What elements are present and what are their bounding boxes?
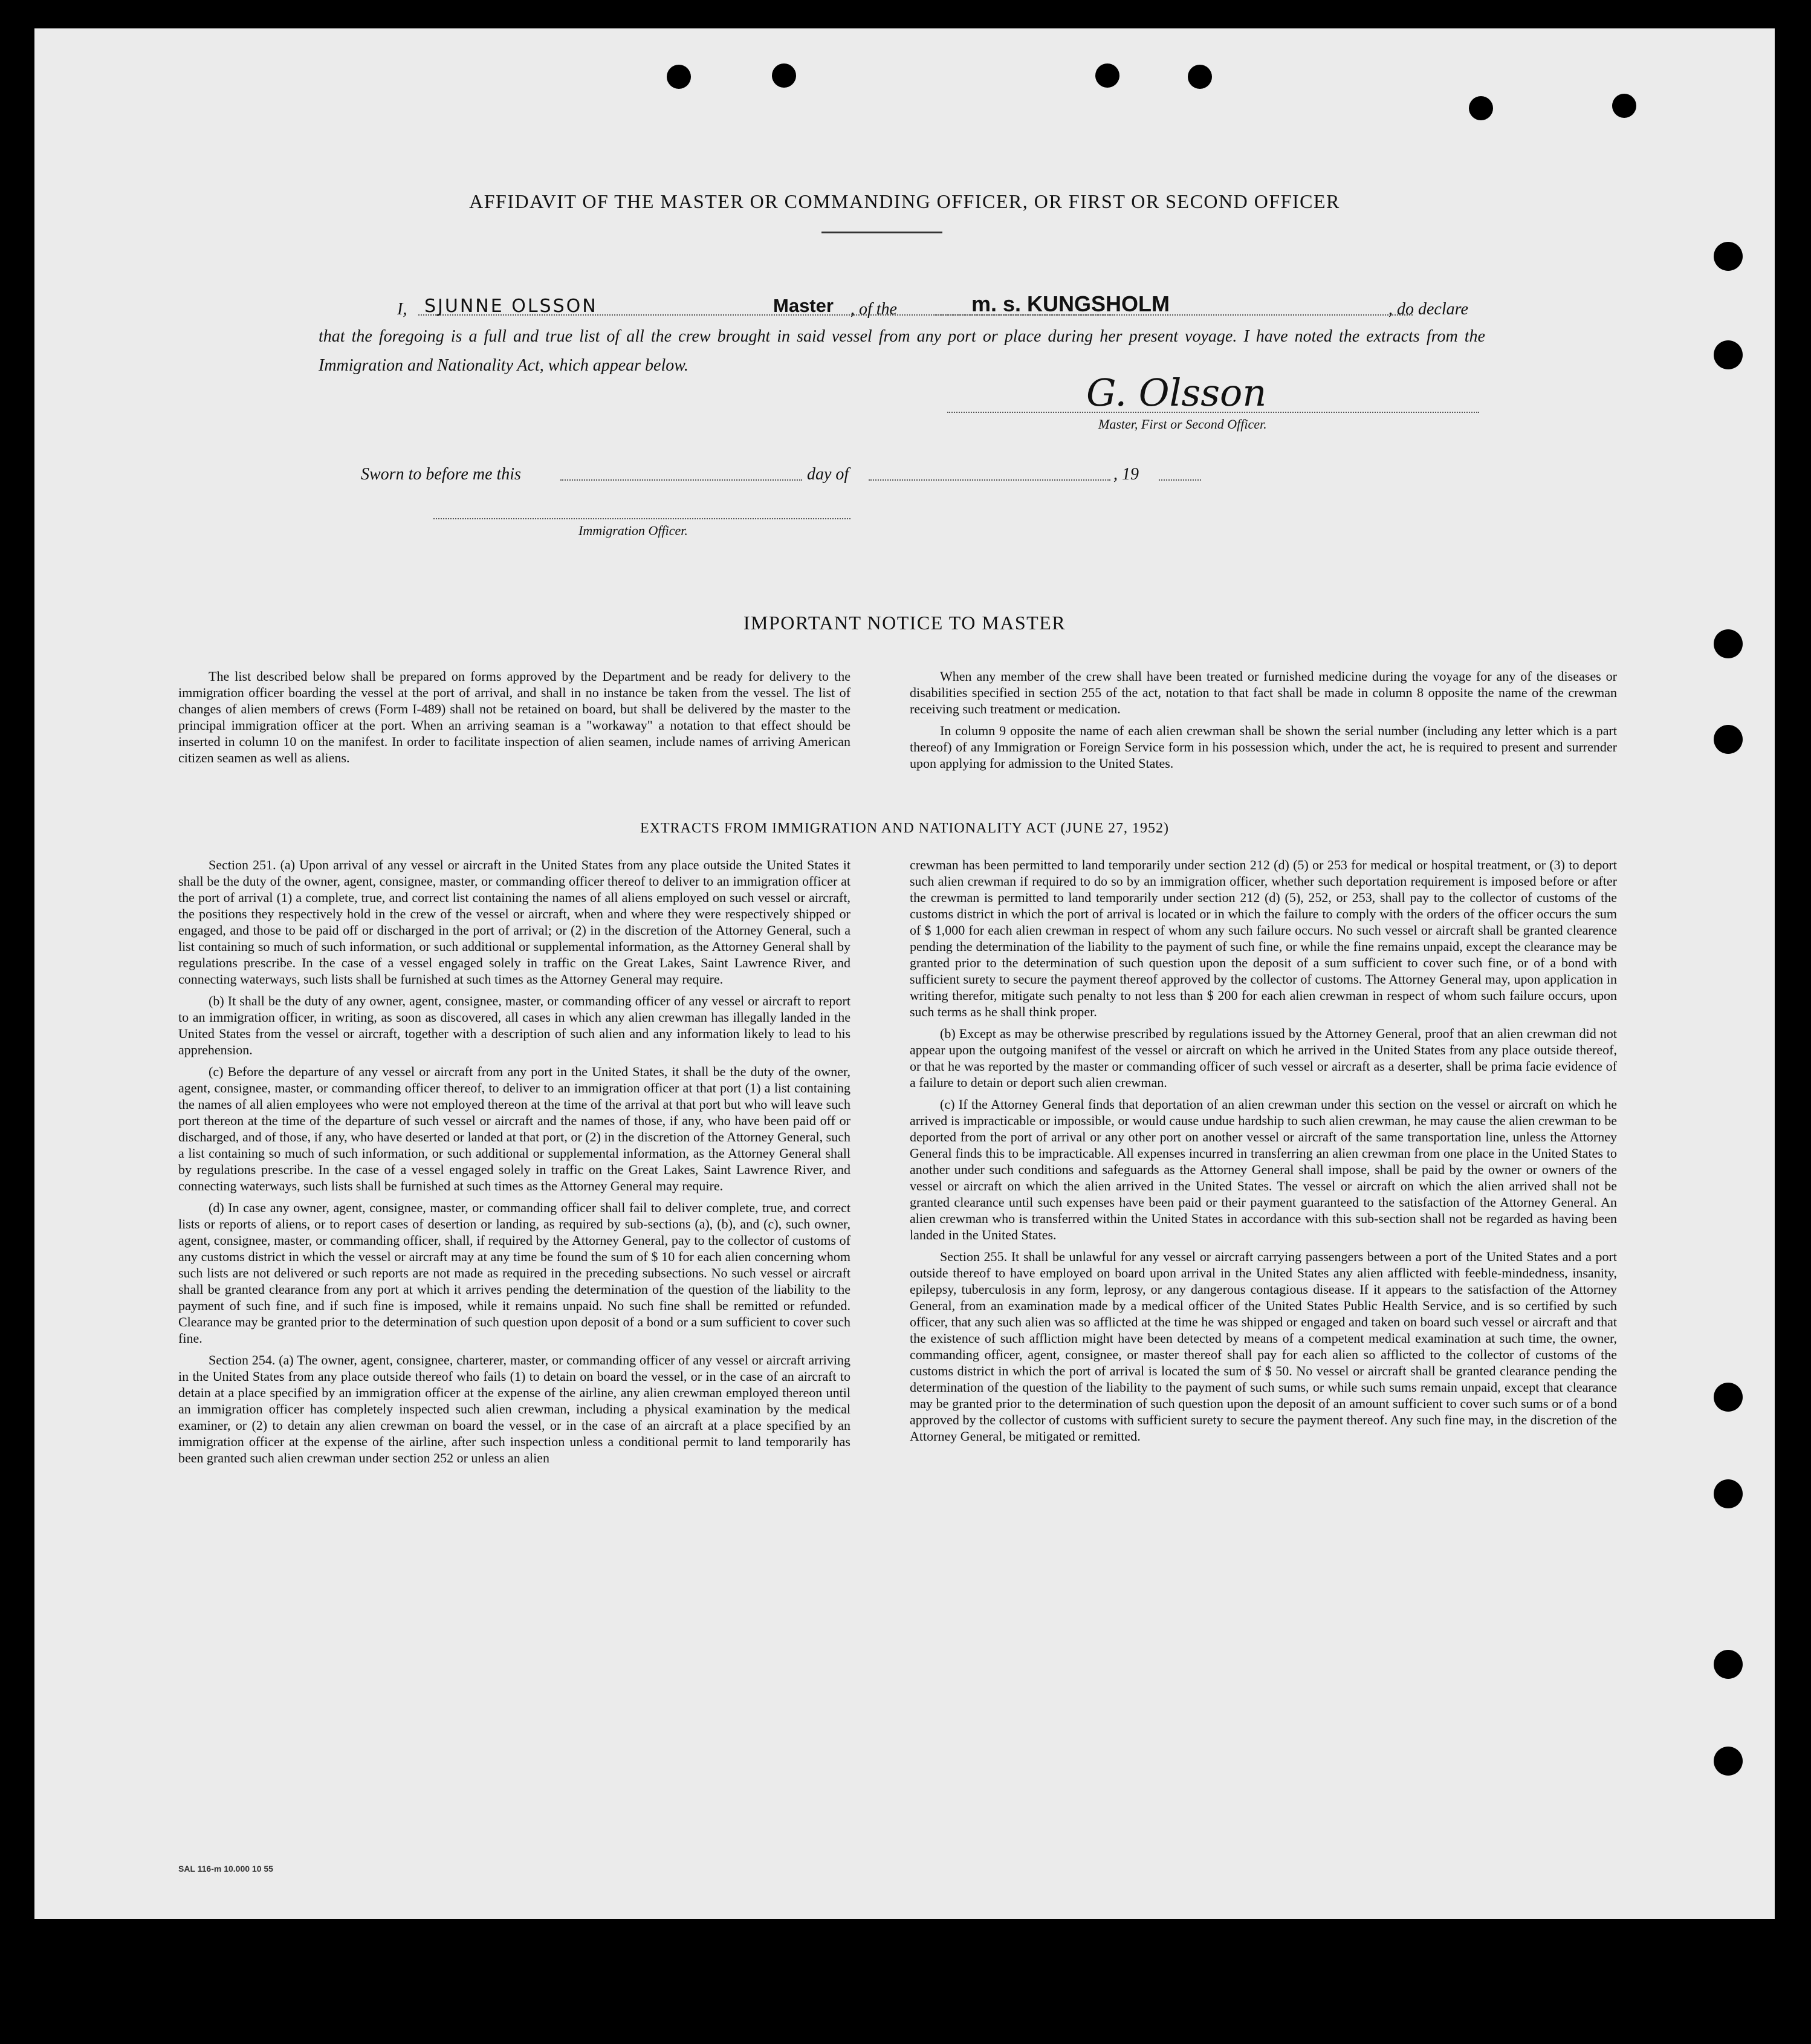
extracts-left-column: [178, 857, 850, 1471]
punch-hole: [1714, 1479, 1743, 1508]
notice-left-column: [178, 668, 850, 771]
day-of-label: day of: [807, 465, 849, 484]
immigration-officer-line: [433, 518, 850, 519]
punch-hole: [1714, 1747, 1743, 1776]
vessel-name: m. s. KUNGSHOLM: [971, 291, 1170, 316]
section-paragraph: Section 254. (a) The owner, agent, consignee, charterer, master, or commanding officer of any vessel or aircraft arriving in the United States from any place outside thereof who fails (1) to detain on board the vessel, or in the case of an aircraft to detain at a place specified by an immigration officer at the expense of the airline, any alien crewman employed thereon until an immigration officer has completely inspected such alien crewman, including a physical examination by the medical examiner, or (2) to detain any alien crewman on board the vessel, or in the case of an aircraft at a place specified by an immigration officer at the expense of the airline, after such inspection unless a conditional permit to land temporarily has been granted such alien crewman under section 252 or unless an alien: [178, 1352, 850, 1465]
punch-hole: [1714, 1650, 1743, 1679]
fill-line: [1159, 479, 1201, 481]
section-paragraph: (d) In case any owner, agent, consignee, master, or commanding officer shall fail to deliver complete, true, and correct lists or reports of aliens, or to report cases of desertion or landing, as required by sub-sections (a), (b), and (c), such owner, agent, consignee, master, or commanding officer, shall, if required by the Attorney General, pay to the collector of customs of any customs district in which the vessel or aircraft may at any time be found the sum of $ 10 for each alien concerning whom such lists are not delivered or such reports are not made as required in the preceding subsections. No such vessel or aircraft shall be granted clearance from any port at which it arrives pending the determination of the question of the liability to the payment of such fine, and if such fine is imposed, while it remains unpaid. No such fine shall be remitted or refunded. Clearance may be granted prior to the determination of such question upon deposit of a bond or a sum sufficient to cover such fine.: [178, 1200, 850, 1346]
signature-line: [947, 412, 1479, 413]
signature-label: Master, First or Second Officer.: [1098, 417, 1267, 432]
punch-hole: [1469, 96, 1493, 120]
immigration-officer-label: Immigration Officer.: [578, 523, 688, 538]
fill-line: [560, 479, 802, 481]
notice-paragraph: The list described below shall be prepared on forms approved by the Department and be ready for delivery to the immigration officer boarding the vessel at the port of arrival, and shall in no instance be taken from the vessel. The list of changes of alien members of crews (Form I-489) shall not be retained on board, but shall be delivered by the master to the principal immigration officer at the port. When an arriving seaman is a "workaway" a notation to that effect should be inserted in column 10 on the manifest. In order to facilitate inspection of alien seamen, include names of arriving American citizen seamen as well as aliens.: [178, 669, 850, 765]
extracts-title: EXTRACTS FROM IMMIGRATION AND NATIONALITY ACT (JUNE 27, 1952): [640, 820, 1169, 836]
notice-paragraph: In column 9 opposite the name of each alien crewman shall be shown the serial number (including any letter which is a part thereof) of any Immigration or Foreign Service form in his possession which, under the act, he is required to present and surrender upon applying for admission to the United States.: [910, 723, 1617, 771]
do-declare-label: , do declare: [1388, 300, 1468, 319]
section-paragraph: (b) Except as may be otherwise prescribed by regulations issued by the Attorney General, proof that an alien crewman did not appear upon the outgoing manifest of the vessel or aircraft on which he arrived in the United States from any place outside thereof, or that he was reported by the master or commanding officer of such vessel or aircraft as a deserter, shall be prima facie evidence of a failure to detain or deport such alien crewman.: [910, 1026, 1617, 1090]
officer-signature: G. Olsson: [1086, 371, 1267, 415]
year-label: , 19: [1113, 465, 1139, 484]
sworn-label: Sworn to before me this: [361, 465, 521, 484]
notice-right-column: [910, 668, 1617, 777]
section-paragraph: (c) Before the departure of any vessel or aircraft from any port in the United States, it shall be the duty of the owner, agent, consignee, master, or commanding officer thereof, to deliver to an immigration officer at that port (1) a list containing the names of all alien employees who were not employed thereon at the time of the arrival at that port but who will leave such port thereon at the time of the departure of such vessel or aircraft and the names of those, if any, who have been paid off or discharged, and of those, if any, who have deserted or landed at that port, or (2) in the discretion of the Attorney General, such a list containing so much of such information, or such additional or supplemental information, as the Attorney General shall by regulations prescribe. In the case of a vessel engaged solely in traffic on the Great Lakes, Saint Lawrence River, and connecting waterways, such lists shall be furnished at such times as the Attorney General may require.: [178, 1064, 850, 1193]
notice-title: IMPORTANT NOTICE TO MASTER: [743, 612, 1066, 634]
of-the-label: , of the: [850, 300, 897, 319]
section-paragraph: Section 251. (a) Upon arrival of any vessel or aircraft in the United States from any place outside the United States it shall be the duty of the owner, agent, consignee, master, or commanding officer thereof to deliver to an immigration officer at the port of arrival (1) a complete, true, and correct list containing the names of all aliens employed on such vessel or aircraft, the positions they respectively hold in the crew of the vessel or aircraft, when and where they were respectively shipped or engaged, and those to be paid off or discharged in the port of arrival; or (2) in the discretion of the Attorney General, such a list containing so much of such information, or such additional or supplemental information, as the Attorney General shall by regulations prescribe. In the case of a vessel engaged solely in traffic on the Great Lakes, Saint Lawrence River, and connecting waterways, such lists shall be furnished at such times as the Attorney General may require.: [178, 857, 850, 987]
declaration-prefix: I,: [397, 300, 407, 319]
punch-hole: [772, 63, 796, 88]
declaration-line: [319, 285, 1485, 322]
form-number: SAL 116-m 10.000 10 55: [178, 1864, 273, 1874]
punch-hole: [1714, 242, 1743, 271]
punch-hole: [1714, 340, 1743, 369]
affidavit-title: AFFIDAVIT OF THE MASTER OR COMMANDING OFFICER, OR FIRST OR SECOND OFFICER: [469, 190, 1340, 212]
section-paragraph: (b) It shall be the duty of any owner, agent, consignee, master, or commanding officer of any vessel or aircraft to report to an immigration officer, in writing, as soon as discovered, all cases in which any alien crewman has illegally landed in the United States from the vessel or aircraft, together with a description of such alien and any information likely to lead to his apprehension.: [178, 993, 850, 1057]
section-paragraph: Section 255. It shall be unlawful for any vessel or aircraft carrying passengers between a port of the United States and a port outside thereof to have employed on board upon arrival in the United States any alien afflicted with feeble-mindedness, insanity, epilepsy, tuberculosis in any form, leprosy, or any dangerous contagious disease. If it appears to the satisfaction of the Attorney General, from an examination made by a medical officer of the United States Public Health Service, and is so certified by such officer, that any such alien was so afflicted at the time he was shipped or engaged and taken on board such vessel or aircraft and that the existence of such affliction might have been detected by means of a competent medical examination at such time, the owner, commanding officer, agent, consignee, or master thereof shall pay for each alien so afflicted to the collector of customs of the customs district in which the port of arrival is located the sum of $ 50. No vessel or aircraft shall be granted clearance pending the determination of the question of the liability to the payment of such sums, or while such sums remain unpaid, except that clearance may be granted prior to the determination of such question upon the deposit of an amount sufficient to cover such sums or of a bond approved by the collector of customs with sufficient surety to secure the payment thereof. Any such fine may, in the discretion of the Attorney General, be mitigated or remitted.: [910, 1249, 1617, 1444]
section-paragraph: crewman has been permitted to land temporarily under section 212 (d) (5) or 253 for medical or hospital treatment, or (3) to deport such alien crewman if required to do so by an immigration officer, whether such deportation requirement is imposed before or after the crewman is permitted to land temporarily under section 212 (d) (5), 252, or 253, shall pay to the collector of customs of the customs district in which the port of arrival is located or in which the failure to comply with the orders of the officer occurs the sum of $ 1,000 for each alien crewman in respect of whom any such failure occurs. No such vessel or aircraft shall be granted clearence pending the determination of the liability to the payment of such fine, or while the fine remains unpaid, except the clearance may be granted prior to the determination of such question upon the deposit of a sum sufficient to cover such fine, or of a bond with sufficient surety to secure the payment thereof approved by the collector of customs. The Attorney General may, upon application in writing therefor, mitigate such penalty to not less than $ 200 for each alien crewman in respect of whom such failure occurs, upon such terms as he shall think proper.: [910, 857, 1617, 1019]
fill-line: [869, 479, 1110, 481]
punch-hole: [1714, 1383, 1743, 1412]
master-name: SJUNNE OLSSON: [424, 296, 598, 317]
punch-hole: [1188, 65, 1212, 89]
sworn-line: [361, 456, 1207, 487]
section-paragraph: (c) If the Attorney General finds that deportation of an alien crewman under this section on the vessel or aircraft on which he arrived is impracticable or impossible, or would cause undue hardship to such alien crewman, he may cause the alien crewman to be deported from the port of arrival or any other port on another vessel or aircraft of the same transportation line, unless the Attorney General finds this to be impracticable. All expenses incurred in transferring an alien crewman from one place in the United States to another under such conditions and safeguards as the Attorney General shall impose, shall be paid by the owner or owners of the vessel or aircraft on which the alien arrived in the United States. The vessel or aircraft on which the alien arrived shall not be granted clearance until such expenses have been paid or their payment guaranteed to the satisfaction of the Attorney General. An alien crewman who is transferred within the United States in accordance with this sub-section shall not be regarded as having been landed in the United States.: [910, 1097, 1617, 1242]
form-page: [34, 28, 1775, 1919]
punch-hole: [667, 65, 691, 89]
punch-hole: [1095, 63, 1119, 88]
rank-value: Master: [773, 295, 834, 316]
title-divider: [821, 232, 942, 233]
punch-hole: [1714, 725, 1743, 754]
extracts-right-column: [910, 857, 1617, 1450]
punch-hole: [1612, 94, 1636, 118]
declaration-statement: that the foregoing is a full and true list of all the crew brought in said vessel from any port or place during her present voyage. I have noted the extracts from the Immigration and Nationality Act, which appear below.: [319, 327, 1485, 375]
notice-paragraph: When any member of the crew shall have been treated or furnished medicine during the voyage for any of the diseases or disabilities specified in section 255 of the act, notation to that fact shall be made in column 8 opposite the name of the crewman receiving such treatment or medication.: [910, 669, 1617, 716]
